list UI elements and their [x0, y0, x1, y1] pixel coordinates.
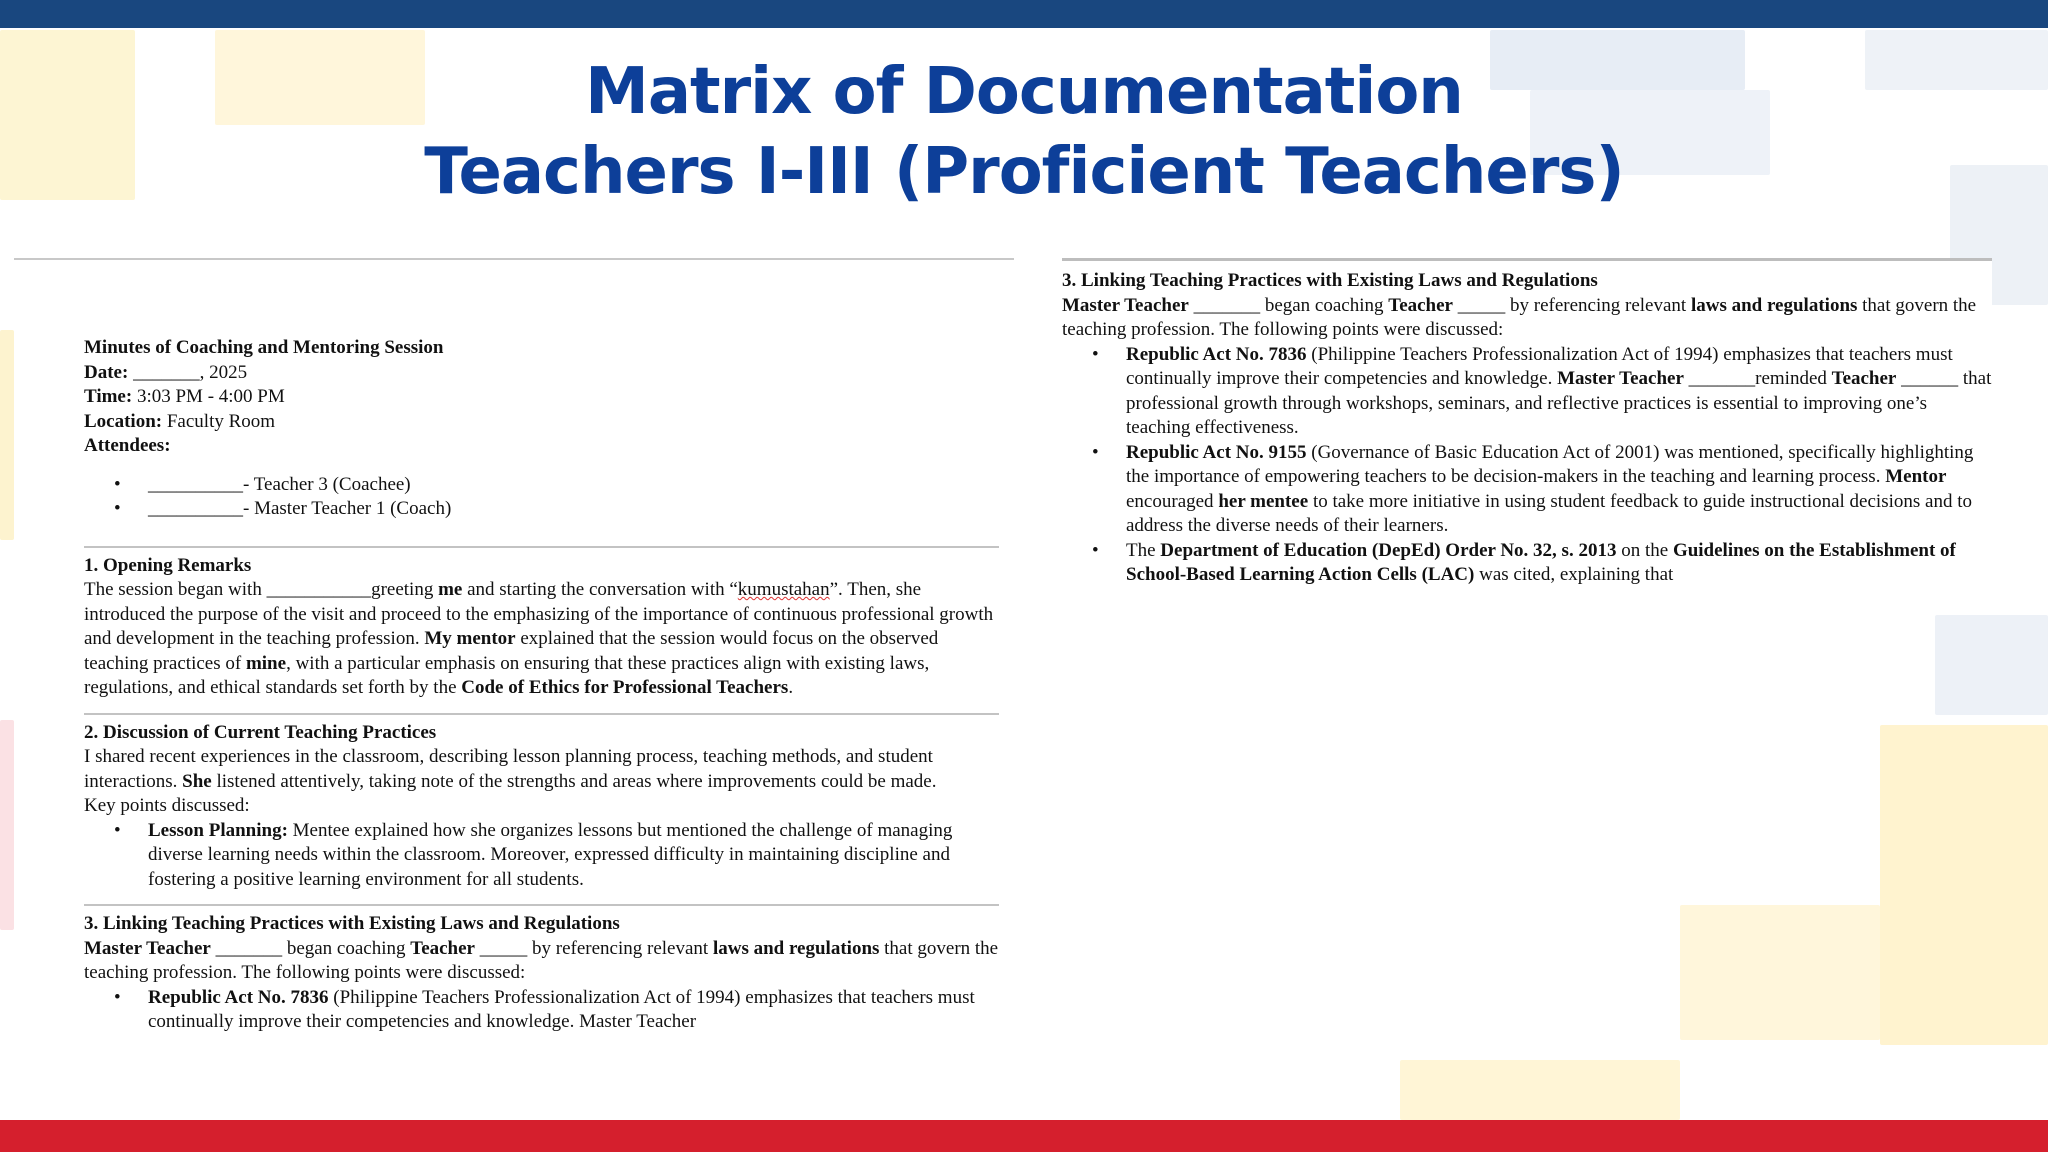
text-run: Lesson Planning: [148, 819, 288, 841]
text-run: that govern the teaching profession. The following points were discussed: [84, 937, 999, 983]
list-item [84, 819, 999, 893]
slide-title-line-1: Matrix of Documentation [585, 55, 1463, 129]
time-value: 3:03 PM - 4:00 PM [136, 386, 285, 407]
text-run: _______reminded [1683, 368, 1832, 389]
text-run: My mentor [424, 628, 516, 649]
text-run: Master Teacher [1062, 294, 1189, 316]
text-run: (Philippine Teachers Professionalization Act of 1994) emphasizes that teachers must continually improve their competencies and knowledge. [1126, 343, 1953, 389]
section-heading-laws-right: 3. Linking Teaching Practices with Existing Laws and Regulations [1062, 270, 1598, 291]
attendee-text: __________- Master Teacher 1 (Coach) [148, 498, 452, 519]
text-run: The session began with ___________greeting [84, 579, 439, 600]
attendees-list [84, 473, 999, 522]
text-run: _____ by referencing relevant [1453, 294, 1691, 316]
attendee-text: __________- Teacher 3 (Coachee) [148, 473, 411, 495]
text-run: , with a particular emphasis on ensuring that these practices align with existing laws, regulations, and ethical standards set forth by the [84, 652, 930, 698]
list-item [84, 497, 999, 522]
attendees-label: Attendees: [84, 435, 171, 456]
text-run: Department of Education (DepEd) Order No. 32, s. 2013 [1160, 539, 1617, 561]
document-content-left [84, 336, 999, 1035]
text-run: Code of Ethics for Professional Teachers [461, 677, 789, 698]
text-run: mine [245, 652, 287, 674]
document-content-right [1062, 269, 1992, 588]
text-run: . [788, 677, 794, 698]
section-divider [84, 546, 999, 548]
bg-tile-yellow-br-2 [1680, 905, 1880, 1040]
bottom-accent-bar [0, 1120, 2048, 1152]
time-line [84, 385, 999, 410]
text-run-misspelled: kumustahan [737, 579, 830, 600]
text-run: Master Teacher [84, 937, 211, 959]
section-heading-laws: 3. Linking Teaching Practices with Existing Laws and Regulations [84, 913, 620, 934]
opening-remarks-paragraph [84, 578, 999, 701]
text-run: laws and regulations [712, 937, 880, 959]
text-run: Teacher [410, 937, 475, 959]
text-run: was cited, explaining that [1474, 564, 1674, 585]
bg-tile-yellow-bottom [1400, 1060, 1680, 1120]
document-page-left [14, 258, 1014, 1120]
section-heading-opening: 1. Opening Remarks [84, 554, 252, 576]
slide-title [0, 52, 2048, 212]
text-run: explained that the session would focus on the observed teaching practices of [84, 628, 939, 674]
bullet-icon: • [114, 986, 121, 1008]
text-run: Republic Act No. 7836 [148, 986, 329, 1008]
text-run: encouraged [1126, 490, 1219, 512]
text-run: that govern the teaching profession. The following points were discussed: [1062, 294, 1977, 340]
text-run: me [438, 579, 463, 600]
text-run: and starting the conversation with “ [462, 579, 738, 600]
list-item [1062, 539, 1992, 588]
top-accent-bar [0, 0, 2048, 28]
text-run: _____ by referencing relevant [475, 937, 713, 959]
bullet-icon: • [114, 819, 121, 841]
discussion-paragraph [84, 745, 999, 794]
laws-list [84, 986, 999, 1035]
bg-tile-yellow-left-3 [0, 330, 14, 540]
text-run: Republic Act No. 9155 [1126, 441, 1307, 463]
text-run: _______ began coaching [210, 937, 411, 959]
key-points-label: Key points discussed: [84, 795, 250, 816]
bullet-icon: • [114, 473, 121, 495]
location-line [84, 410, 999, 435]
text-run: laws and regulations [1690, 294, 1858, 316]
text-run: (Governance of Basic Education Act of 2001) was mentioned, specifically highlighting the importance of empowering teachers to be decision-makers in the teaching and learning process. [1126, 441, 1974, 487]
text-run: ”. Then, she introduced the purpose of the visit and proceed to the emphasizing of the importance of continuous professional growth and development in the teaching profession. [84, 579, 994, 649]
date-value: _______, 2025 [133, 361, 248, 383]
laws-paragraph [84, 937, 999, 986]
text-run: her mentee [1218, 490, 1309, 512]
text-run: _______ began coaching [1188, 294, 1389, 316]
text-run: on the [1616, 539, 1673, 561]
laws-list-right [1062, 343, 1992, 588]
time-label: Time: [84, 386, 133, 407]
date-line [84, 361, 999, 386]
text-run: The [1126, 539, 1161, 561]
section-divider [84, 713, 999, 715]
bullet-icon: • [114, 498, 121, 519]
text-run: She [182, 770, 212, 792]
laws-paragraph-right [1062, 294, 1992, 343]
text-run: Teacher [1388, 294, 1453, 316]
bullet-icon: • [1092, 441, 1099, 463]
text-run: listened attentively, taking note of the strengths and areas where improvements could be made. [211, 770, 937, 792]
bullet-icon: • [1092, 539, 1099, 561]
text-run: Republic Act No. 7836 [1126, 343, 1307, 365]
text-run: Teacher [1831, 368, 1897, 389]
document-page-right [1062, 258, 1992, 601]
location-value: Faculty Room [166, 410, 276, 432]
list-item [84, 986, 999, 1035]
text-run: to take more initiative in using student feedback to guide instructional decisions and to address the diverse needs of their learners. [1126, 490, 1972, 536]
bg-tile-yellow-br [1880, 725, 2048, 1045]
bg-tile-pink-left [0, 720, 14, 930]
date-label: Date: [84, 361, 129, 383]
slide-title-line-2: Teachers I-III (Proficient Teachers) [424, 135, 1624, 209]
text-run: Mentor [1885, 466, 1947, 487]
doc-title: Minutes of Coaching and Mentoring Session [84, 337, 444, 358]
text-run: I shared recent experiences in the classroom, describing lesson planning process, teaching methods, and student interactions. [84, 746, 933, 792]
bullet-icon: • [1092, 343, 1099, 365]
text-run: Guidelines on the Establishment of School-Based Learning Action Cells (LAC) [1126, 539, 1956, 585]
text-run: (Philippine Teachers Professionalization Act of 1994) emphasizes that teachers must continually improve their competencies and knowledge. Master Teacher [148, 986, 975, 1032]
key-points-list [84, 819, 999, 893]
section-heading-discussion: 2. Discussion of Current Teaching Practices [84, 721, 437, 743]
location-label: Location: [84, 410, 163, 432]
list-item [1062, 441, 1992, 539]
text-run: Mentee explained how she organizes lessons but mentioned the challenge of managing diverse learning needs within the classroom. Moreover, expressed difficulty in maintaining discipline and fostering a positive learning environment for all students. [148, 819, 953, 890]
text-run: ______ that professional growth through workshops, seminars, and reflective practices is essential to improving one’s teaching effectiveness. [1126, 368, 1992, 438]
section-divider [84, 904, 999, 906]
text-run: Master Teacher [1557, 368, 1684, 389]
list-item [84, 473, 999, 498]
list-item [1062, 343, 1992, 441]
bg-tile-blue-br [1935, 615, 2048, 715]
